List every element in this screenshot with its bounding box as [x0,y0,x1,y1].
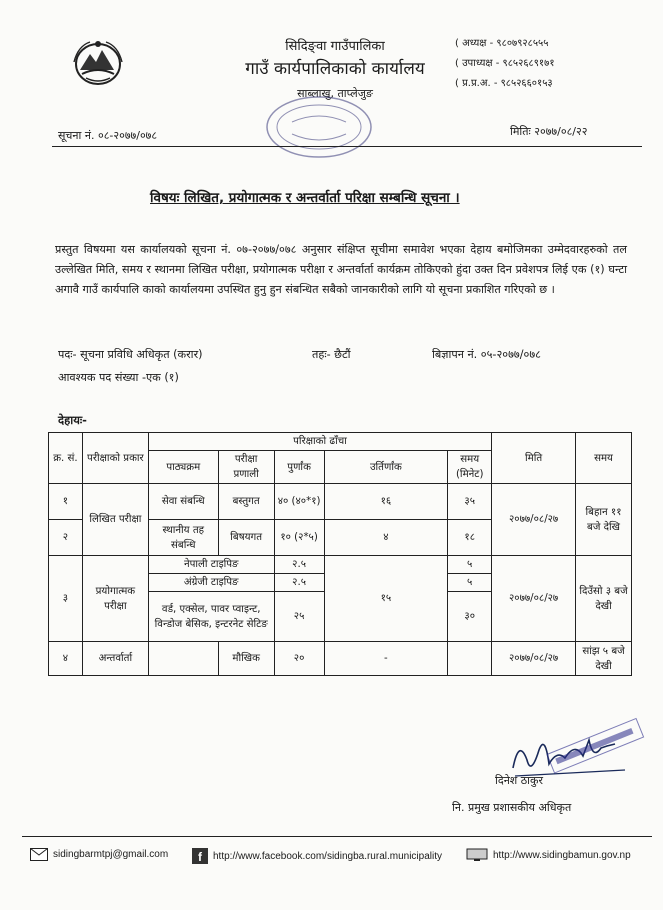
nepal-emblem-icon [70,36,126,88]
header-full-marks: पुर्णांक [274,451,324,484]
cell-pass-marks: १६ [324,484,448,520]
cell-full-marks: २५ [274,592,324,642]
cell-subject: वर्ड, एक्सेल, पावर प्वाइन्ट, विन्डोज बेसिक, इन्टरनेट सेटिङ [148,592,274,642]
cell-sn: ४ [49,642,83,676]
notice-date: मितिः २०७७/०८/२२ [510,125,588,138]
municipality-name: सिदिङ्वा गाउँपालिका [285,39,385,54]
cell-method: बस्तुगत [218,484,274,520]
cell-time: बिहान ११ बजे देखि [576,484,632,556]
cell-exam-type: प्रयोगात्मक परीक्षा [82,556,148,642]
cell-duration: ५ [448,556,492,574]
subject-line [150,188,540,206]
office-stamp-icon [262,92,377,162]
notice-number: सूचना नं. ०८-२०७७/०७८ [58,129,158,142]
header-pass-marks: उर्तिर्णांक [324,451,448,484]
cell-method: मौखिक [218,642,274,676]
advertisement-number: बिज्ञापन नं. ०५-२०७७/०७८ [432,348,541,361]
facebook-icon [192,848,208,864]
cell-duration: १८ [448,520,492,556]
signatory-title: नि. प्रमुख प्रशासकीय अधिकृत [452,801,572,814]
table-row [49,642,632,676]
footer-email [30,848,168,861]
subject-text: विषयः लिखित, प्रयोगात्मक र अन्तर्वार्ता परिक्षा सम्बन्धि सूचना । [150,190,460,206]
footer-email-text[interactable]: sidingbarmtpj@gmail.com [53,849,169,860]
contact-list [455,34,555,94]
cell-pass-marks: ४ [324,520,448,556]
cell-sn: ३ [49,556,83,642]
cell-date: २०७७/०८/२७ [492,484,576,556]
schedule-heading: देहायः- [58,413,87,427]
cell-pass-marks: १५ [324,556,448,642]
cell-date: २०७७/०८/२७ [492,642,576,676]
monitor-icon [466,848,488,862]
cell-full-marks: २० [274,642,324,676]
cell-sn: १ [49,484,83,520]
cell-subject: नेपाली टाइपिङ [148,556,274,574]
office-name: गाउँ कार्यपालिकाको कार्यालय [245,59,425,79]
footer-facebook-link[interactable]: http://www.facebook.com/sidingba.rural.municipality [213,850,442,862]
cell-syllabus: स्थानीय तह संबन्धि [148,520,218,556]
cell-method: बिषयगत [218,520,274,556]
header-date: मिति [492,433,576,484]
cell-syllabus [148,642,218,676]
office-address: साब्लाखु, ताप्लेजुङ [297,87,373,100]
header-syllabus: पाठ्यक्रम [148,451,218,484]
cell-exam-type: अन्तर्वार्ता [82,642,148,676]
cell-subject: अंग्रेजी टाइपिङ [148,574,274,592]
notice-body: प्रस्तुत विषयमा यस कार्यालयको सूचना नं. ०७-२०७७/०७८ अनुसार संक्षिप्त सूचीमा समावेश भएका देहाय बमोजिमका उम्मेदवारहरुको तल उल्लेखित मिति, समय र स्थानमा लिखित परीक्षा, प्रयोगात्मक परीक्षा र अन्तर्वार्ता कार्यक्रम तोकिएको हुंदा उक्त दिन प्रवेशपत्र लिई एक (१) घन्टा अगावै गाउँ कार्यपालि काको कार्यालयमा उपस्थित हुनु हुन संबन्धित सबैको जानकारीको लागि यो सूचना प्रकाशित गरिएको छ । [55,243,627,296]
cell-duration: ३५ [448,484,492,520]
cell-duration [448,642,492,676]
exam-schedule-table [48,432,632,676]
footer-website [466,848,631,862]
header-method: परीक्षा प्रणाली [218,451,274,484]
cell-date: २०७७/०८/२७ [492,556,576,642]
vacancy-count: आवश्यक पद संख्या -एक (१) [58,371,179,384]
cell-duration: ५ [448,574,492,592]
cell-duration: ३० [448,592,492,642]
footer-website-link[interactable]: http://www.sidingbamun.gov.np [493,849,631,861]
header-sn: क्र. सं. [49,433,83,484]
official-seal-icon [545,705,655,815]
svg-text:f: f [198,850,202,864]
cell-full-marks: १० (२*५) [274,520,324,556]
cell-time: दिउँसो ३ बजे देखी [576,556,632,642]
table-row [49,556,632,574]
contact-cao: ( प्र.प्र.अ. - ९८५२६६०१५३ [455,78,553,89]
cell-sn: २ [49,520,83,556]
cell-full-marks: ४० (४०*१) [274,484,324,520]
cell-full-marks: २.५ [274,574,324,592]
header-time: समय [576,433,632,484]
footer-divider [22,836,652,837]
header-exam-type: परीक्षाको प्रकार [82,433,148,484]
header-duration: समय (मिनेट) [448,451,492,484]
contact-vice-chair: ( उपाध्यक्ष - ९८५२६८९१७१ [455,58,555,69]
cell-exam-type: लिखित परीक्षा [82,484,148,556]
cell-full-marks: २.५ [274,556,324,574]
table-header-row [49,433,632,451]
cell-time: सांझ ५ बजे देखी [576,642,632,676]
envelope-icon [30,848,48,861]
post-level: तहः- छैटौं [312,348,351,361]
contact-chair: ( अध्यक्ष - ९८०७९२८५५५ [455,38,549,49]
table-row [49,484,632,520]
header-divider [52,146,642,147]
cell-syllabus: सेवा संबन्धि [148,484,218,520]
post-name: पदः- सूचना प्रविधि अधिकृत (करार) [58,348,203,361]
header-structure: परिक्षाको ढाँचा [148,433,491,451]
signatory-name: दिनेश ठाकुर [495,774,543,787]
footer-facebook [192,848,442,864]
cell-pass-marks: - [324,642,448,676]
